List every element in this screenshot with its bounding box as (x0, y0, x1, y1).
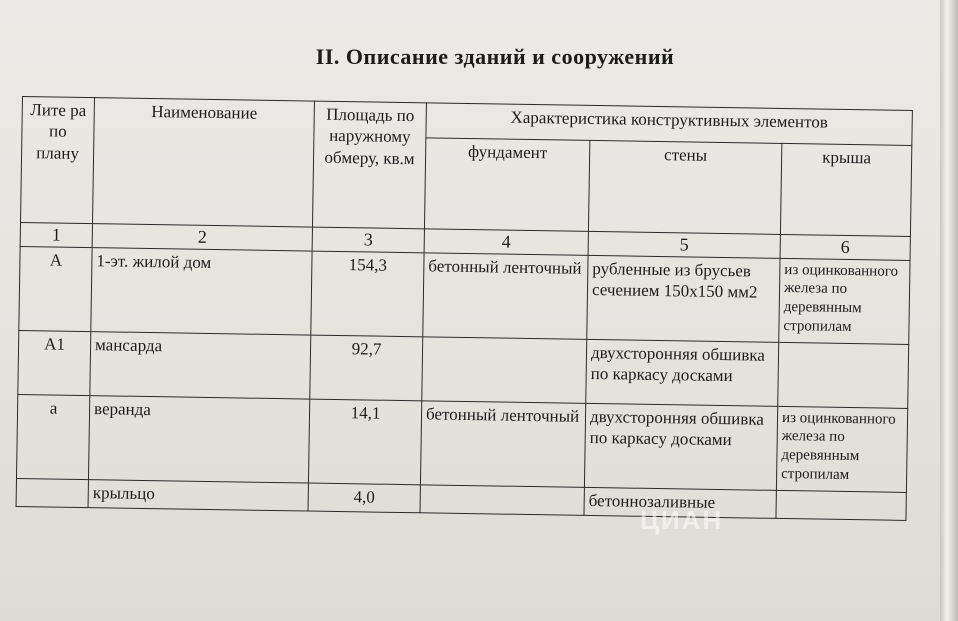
cell-walls: бетоннозаливные (584, 487, 776, 518)
column-number: 5 (588, 231, 780, 258)
cell-name: веранда (88, 395, 309, 482)
cell-roof (778, 342, 909, 408)
table-row (16, 394, 907, 492)
header-walls: стены (588, 140, 781, 234)
cell-foundation: бетонный ленточный (420, 400, 585, 487)
header-roof: крыша (780, 143, 911, 236)
cell-walls: двухсторонняя обшивка по каркасу досками (586, 339, 779, 406)
column-number: 3 (312, 227, 424, 252)
table-row (19, 246, 910, 344)
cell-roof: из оцинкованного железа по деревянным стропилам (779, 258, 910, 344)
column-number: 4 (424, 229, 588, 255)
cell-walls: двухсторонняя обшивка по каркасу досками (584, 403, 777, 490)
cell-area: 92,7 (310, 335, 423, 401)
header-group: Характеристика конструктивных элементов (426, 103, 913, 146)
watermark: ЦИАН (640, 505, 724, 535)
cell-foundation: бетонный ленточный (423, 252, 588, 339)
cell-litera: а (16, 394, 89, 479)
header-area: Площадь по наружному обмеру, кв.м (312, 101, 426, 229)
cell-name: 1-эт. жилой дом (91, 247, 312, 334)
page-edge (940, 0, 958, 621)
buildings-table-wrap (15, 96, 912, 570)
header-name: Наименование (93, 98, 315, 227)
header-litera: Лите ра по плану (21, 97, 95, 224)
column-number: 6 (780, 234, 910, 260)
cell-walls: рубленные из брусьев сечением 150х150 мм2 (587, 255, 780, 342)
column-number: 2 (92, 224, 312, 251)
buildings-table (16, 96, 913, 520)
cell-roof (776, 490, 906, 520)
cell-litera (16, 478, 88, 507)
cell-name: мансарда (90, 331, 311, 398)
cell-foundation (420, 484, 584, 515)
cell-area: 14,1 (308, 399, 421, 485)
cell-area: 4,0 (308, 483, 420, 513)
column-number: 1 (20, 222, 92, 247)
cell-area: 154,3 (311, 251, 424, 337)
header-foundation: фундамент (424, 138, 589, 232)
cell-name: крыльцо (88, 479, 308, 510)
cell-foundation (422, 336, 587, 403)
cell-roof: из оцинкованного железа по деревянным стропилам (776, 406, 907, 492)
cell-litera: А1 (18, 330, 91, 395)
cell-litera: А (19, 246, 92, 331)
document-title: II. Описание зданий и сооружений (315, 44, 675, 69)
